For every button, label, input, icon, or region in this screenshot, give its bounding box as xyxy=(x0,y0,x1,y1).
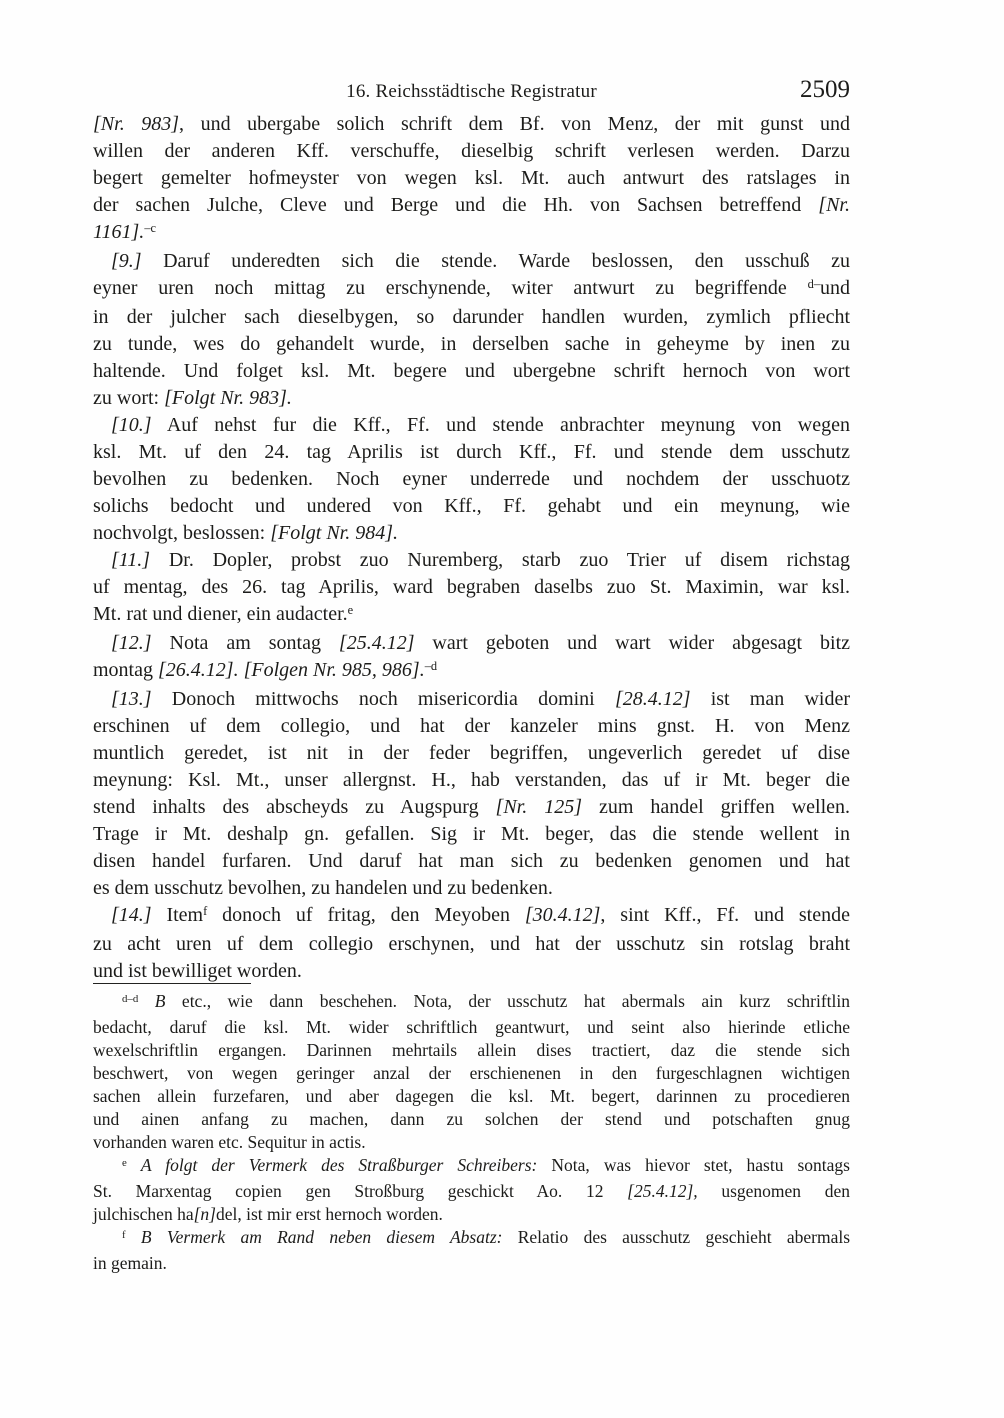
text-run: Item xyxy=(151,904,204,926)
text-run: muntlich geredet, ist nit in der feder begriffen, ungeverlich geredet uf dise xyxy=(93,742,850,764)
text-line xyxy=(93,547,850,574)
body-paragraph xyxy=(93,630,850,686)
text-line xyxy=(93,1226,850,1252)
text-run: nochvolgt, beslossen: xyxy=(93,522,271,544)
text-run: in der julcher sach dieselbygen, so darunder handlen wurden, zymlich pfliecht xyxy=(93,306,850,328)
text-run: bevolhen zu bedenken. Noch eyner underrede und nochdem der usschuotz xyxy=(93,468,850,490)
text-line xyxy=(93,1016,850,1039)
text-run: erschinen uf dem collegio, und hat der kanzeler mins gnst. H. von Menz xyxy=(93,715,850,737)
text-line xyxy=(93,385,850,412)
footnote-mark: f xyxy=(203,904,208,919)
text-line xyxy=(93,493,850,520)
text-run: vorhanden waren etc. Sequitur in actis. xyxy=(93,1132,366,1152)
text-line xyxy=(93,931,850,958)
text-line xyxy=(93,601,850,630)
text-run: Daruf underedten sich die stende. Warde beslossen, den usschuß zu xyxy=(141,250,850,272)
text-run: stend inhalts des abscheyds zu Augspurg xyxy=(93,796,496,818)
text-run: bedacht, daruf die ksl. Mt. wider schriftlich geantwurt, und seint also hierinde etliche xyxy=(93,1017,850,1037)
text-run: solichs bedocht und undered von Kff., Ff. gehabt und ein meynung, wie xyxy=(93,495,850,517)
text-run xyxy=(138,991,154,1011)
text-run: willen der anderen Kff. verschuffe, dieselbig schrift verlesen werden. Darzu xyxy=(93,140,850,162)
italic-run: B xyxy=(154,991,166,1011)
footnote-mark: d– xyxy=(807,277,820,292)
italic-run: [Nr. 983] xyxy=(93,113,180,135)
text-line xyxy=(93,1131,850,1154)
italic-run: [Nr. xyxy=(818,194,850,216)
footnote-mark: d–d xyxy=(122,992,139,1005)
italic-run: [28.4.12] xyxy=(614,688,691,710)
text-line xyxy=(93,138,850,165)
text-run: montag xyxy=(93,659,158,681)
text-line xyxy=(93,439,850,466)
text-run: es dem usschutz bevolhen, zu handelen und zu bedenken. xyxy=(93,877,553,899)
text-line xyxy=(93,767,850,794)
text-run: haltende. Und folget ksl. Mt. begere und ubergebne schrift hernoch von wort xyxy=(93,360,850,382)
page-number: 2509 xyxy=(800,76,850,103)
italic-run: [10.] xyxy=(111,414,152,436)
text-run: Nota am sontag xyxy=(151,632,339,654)
text-line xyxy=(93,794,850,821)
text-line xyxy=(93,219,850,248)
text-run: meynung: Ksl. Mt., unser allergnst. H., hab verstanden, das uf ir Mt. beger die xyxy=(93,769,850,791)
text-run: begert gemelter hofmeyster von wegen ksl. Mt. auch antwurt des ratslages in xyxy=(93,167,850,189)
footnote xyxy=(93,990,850,1154)
footnote-mark: –c xyxy=(144,221,157,236)
text-run: usgenomen den xyxy=(697,1181,850,1201)
italic-run: [11.] xyxy=(111,549,151,571)
italic-run: [14.] xyxy=(111,904,152,926)
footnote-separator xyxy=(93,983,251,984)
italic-run: [12.] xyxy=(111,632,152,654)
text-line xyxy=(93,412,850,439)
text-run: Donoch mittwochs noch misericordia domini xyxy=(151,688,615,710)
text-run: Trage ir Mt. deshalp gn. gefallen. Sig ir Mt. beger, das die stende wellent in xyxy=(93,823,850,845)
text-run: Auf nehst fur die Kff., Ff. und stende anbrachter meynung von wegen xyxy=(151,414,850,436)
text-line xyxy=(93,1039,850,1062)
running-header xyxy=(93,78,850,108)
body-paragraph xyxy=(93,547,850,630)
italic-run: 1161]. xyxy=(93,221,145,243)
footnote-mark: e xyxy=(347,603,354,618)
text-run: ist man wider xyxy=(690,688,850,710)
text-line xyxy=(93,1252,850,1275)
italic-run: [9.] xyxy=(111,250,142,272)
text-line xyxy=(93,875,850,902)
text-run: sachen allein furzefaren, und aber dagegen die ksl. Mt. begert, darinnen zu procedieren xyxy=(93,1086,850,1106)
text-run: in gemain. xyxy=(93,1253,167,1273)
text-run: beschwert, von wegen geringer anzal der erschienenen in den furgeschlagnen wichtigen xyxy=(93,1063,850,1083)
text-run: , und ubergabe solich schrift dem Bf. von Menz, der mit gunst und xyxy=(179,113,850,135)
body-paragraph xyxy=(93,111,850,248)
body-paragraph xyxy=(93,902,850,985)
text-run: und ainen anfang zu machen, dann zu solchen der stend und potschaften gnug xyxy=(93,1109,850,1129)
text-line xyxy=(93,848,850,875)
body-paragraph xyxy=(93,412,850,547)
text-run: zu tunde, wes do gehandelt wurde, in derselben sache in geheyme by inen zu xyxy=(93,333,850,355)
body-paragraph xyxy=(93,248,850,412)
italic-run: [26.4.12]. [Folgen Nr. 985, 986]. xyxy=(158,659,425,681)
italic-run: B Vermerk am Rand neben diesem Absatz: xyxy=(140,1227,503,1247)
footnotes xyxy=(93,990,850,1275)
text-run: uf mentag, des 26. tag Aprilis, ward begraben daselbs zuo St. Maximin, war ksl. xyxy=(93,576,850,598)
text-run xyxy=(126,1227,141,1247)
text-line xyxy=(93,520,850,547)
text-line xyxy=(93,165,850,192)
text-run: zu acht uren uf dem collegio erschynen, und hat der usschutz sin rotslag braht xyxy=(93,933,850,955)
footnote xyxy=(93,1154,850,1226)
text-run: Nota, was hievor stet, hastu sontags xyxy=(537,1155,850,1175)
text-run: und xyxy=(820,277,850,299)
page-body-text xyxy=(93,111,850,985)
italic-run: [25.4.12], xyxy=(627,1181,698,1201)
italic-run: [25.4.12] xyxy=(338,632,415,654)
text-line xyxy=(93,192,850,219)
section-title: 16. Reichsstädtische Registratur xyxy=(346,81,597,102)
text-line xyxy=(93,657,850,686)
text-run: Dr. Dopler, probst zuo Nuremberg, starb zuo Trier uf disem richstag xyxy=(150,549,850,571)
text-run: del, ist mir erst hernoch worden. xyxy=(215,1204,443,1224)
text-line xyxy=(93,574,850,601)
text-line xyxy=(93,358,850,385)
text-line xyxy=(93,275,850,304)
italic-run: [Nr. 125] xyxy=(495,796,582,818)
text-line xyxy=(93,331,850,358)
text-line xyxy=(93,740,850,767)
footnote xyxy=(93,1226,850,1275)
italic-run: [Folgt Nr. 983]. xyxy=(164,387,292,409)
text-line xyxy=(93,111,850,138)
text-line xyxy=(93,958,850,985)
text-run: St. Marxentag copien gen Stroßburg geschickt Ao. 12 xyxy=(93,1181,628,1201)
italic-run: [n] xyxy=(193,1204,216,1224)
text-line xyxy=(93,1180,850,1203)
text-line xyxy=(93,902,850,931)
text-run: der sachen Julche, Cleve und Berge und die Hh. von Sachsen betreffend xyxy=(93,194,819,216)
footnote-mark: f xyxy=(122,1228,126,1241)
text-line xyxy=(93,248,850,275)
text-line xyxy=(93,821,850,848)
text-line xyxy=(93,1108,850,1131)
text-line xyxy=(93,686,850,713)
text-line xyxy=(93,1203,850,1226)
text-run: wart geboten und wart wider abgesagt bitz xyxy=(414,632,850,654)
text-line xyxy=(93,466,850,493)
text-run: und ist bewilliget worden. xyxy=(93,960,302,982)
italic-run: [13.] xyxy=(111,688,152,710)
italic-run: [Folgt Nr. 984]. xyxy=(270,522,399,544)
text-line xyxy=(93,713,850,740)
text-line xyxy=(93,304,850,331)
text-run: Relatio des ausschutz geschieht abermals xyxy=(502,1227,851,1247)
text-line xyxy=(93,1062,850,1085)
footnote-mark: –d xyxy=(424,659,438,674)
text-line xyxy=(93,1085,850,1108)
text-run: eyner uren noch mittag zu erschynende, witer antwurt zu begriffende xyxy=(93,277,808,299)
text-run: wexelschriftlin ergangen. Darinnen mehrtails allein dises tractiert, daz die stende sich xyxy=(93,1040,850,1060)
text-run: donoch uf fritag, den Meyoben xyxy=(207,904,525,926)
text-run: zu wort: xyxy=(93,387,165,409)
text-line xyxy=(93,990,850,1016)
text-run: etc., wie dann beschehen. Nota, der usschutz hat abermals ain kurz schriftlin xyxy=(165,991,851,1011)
text-run: zum handel griffen wellen. xyxy=(582,796,850,818)
text-line xyxy=(93,630,850,657)
footnote-mark: e xyxy=(122,1156,127,1169)
text-run: ksl. Mt. uf den 24. tag Aprilis ist durch Kff., Ff. und stende dem usschutz xyxy=(93,441,850,463)
text-run xyxy=(127,1155,141,1175)
italic-run: A folgt der Vermerk des Straßburger Schreibers: xyxy=(140,1155,538,1175)
text-run: julchischen ha xyxy=(93,1204,194,1224)
text-line xyxy=(93,1154,850,1180)
italic-run: [30.4.12] xyxy=(524,904,601,926)
body-paragraph xyxy=(93,686,850,902)
text-run: Mt. rat und diener, ein audacter. xyxy=(93,603,348,625)
text-run: , sint Kff., Ff. und stende xyxy=(600,904,850,926)
text-run: disen handel furfaren. Und daruf hat man sich zu bedenken genomen und hat xyxy=(93,850,850,872)
